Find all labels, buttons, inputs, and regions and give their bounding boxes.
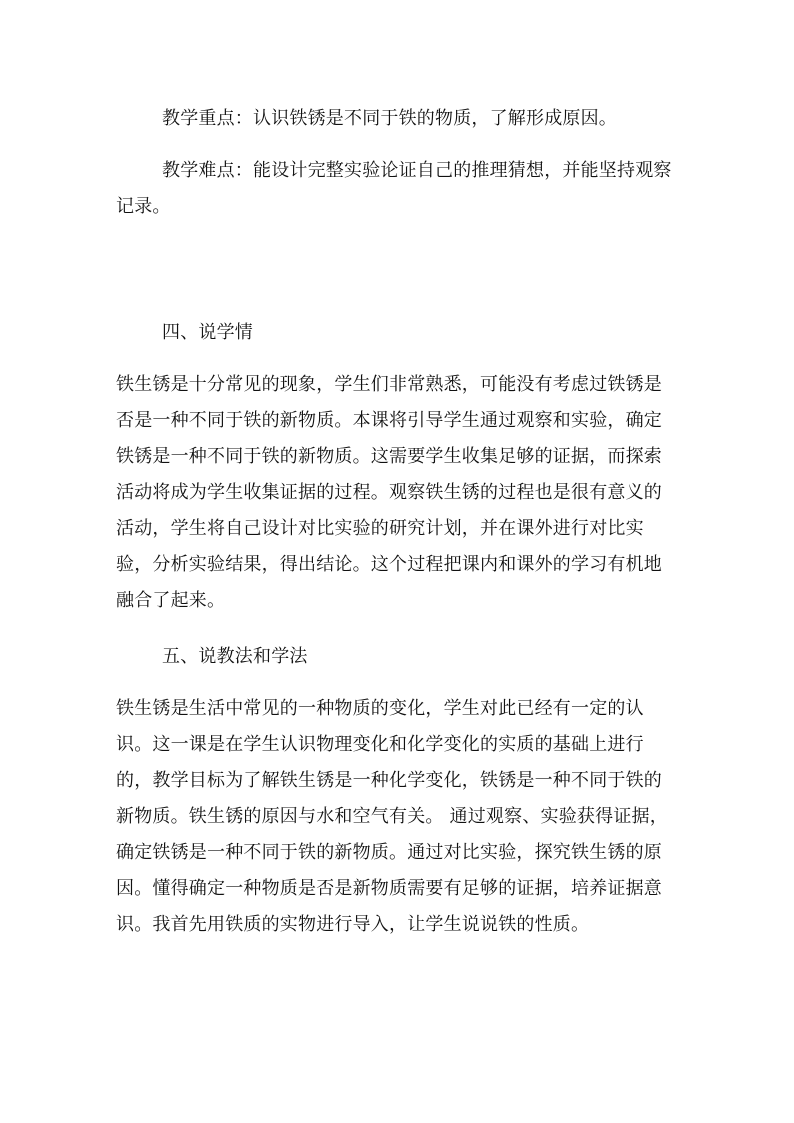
teaching-method-paragraph: 铁生锈是生活中常见的一种物质的变化，学生对此已经有一定的认识。这一课是在学生认识物理变化和化学变化的实质的基础上进行的，教学目标为了解铁生锈是一种化学变化，铁锈是一种不同于铁的新物质。铁生锈的原因与水和空气有关。 通过观察、实验获得证据，确定铁锈是一种不同于铁的新物质。通过对比实验，探究铁生锈的原因。懂得确定一种物质是否是新物质需要有足够的证据，培养证据意识。我首先用铁质的实物进行导入，让学生说说铁的性质。 xyxy=(116,698,668,935)
section-heading-student-analysis: 四、说学情 xyxy=(162,322,253,343)
teaching-difficult-points: 教学难点：能设计完整实验论证自己的推理猜想，并能坚持观察记录。 xyxy=(116,160,672,217)
student-analysis-paragraph: 铁生锈是十分常见的现象，学生们非常熟悉，可能没有考虑过铁锈是否是一种不同于铁的新物质。本课将引导学生通过观察和实验，确定铁锈是一种不同于铁的新物质。这需要学生收集足够的证据，而探索活动将成为学生收集证据的过程。观察铁生锈的过程也是很有意义的活动，学生将自己设计对比实验的研究计划，并在课外进行对比实验，分析实验结果，得出结论。这个过程把课内和课外的学习有机地融合了起来。 xyxy=(116,374,662,611)
section-heading-teaching-method: 五、说教法和学法 xyxy=(162,646,308,667)
teaching-key-points: 教学重点：认识铁锈是不同于铁的物质，了解形成原因。 xyxy=(162,108,617,129)
